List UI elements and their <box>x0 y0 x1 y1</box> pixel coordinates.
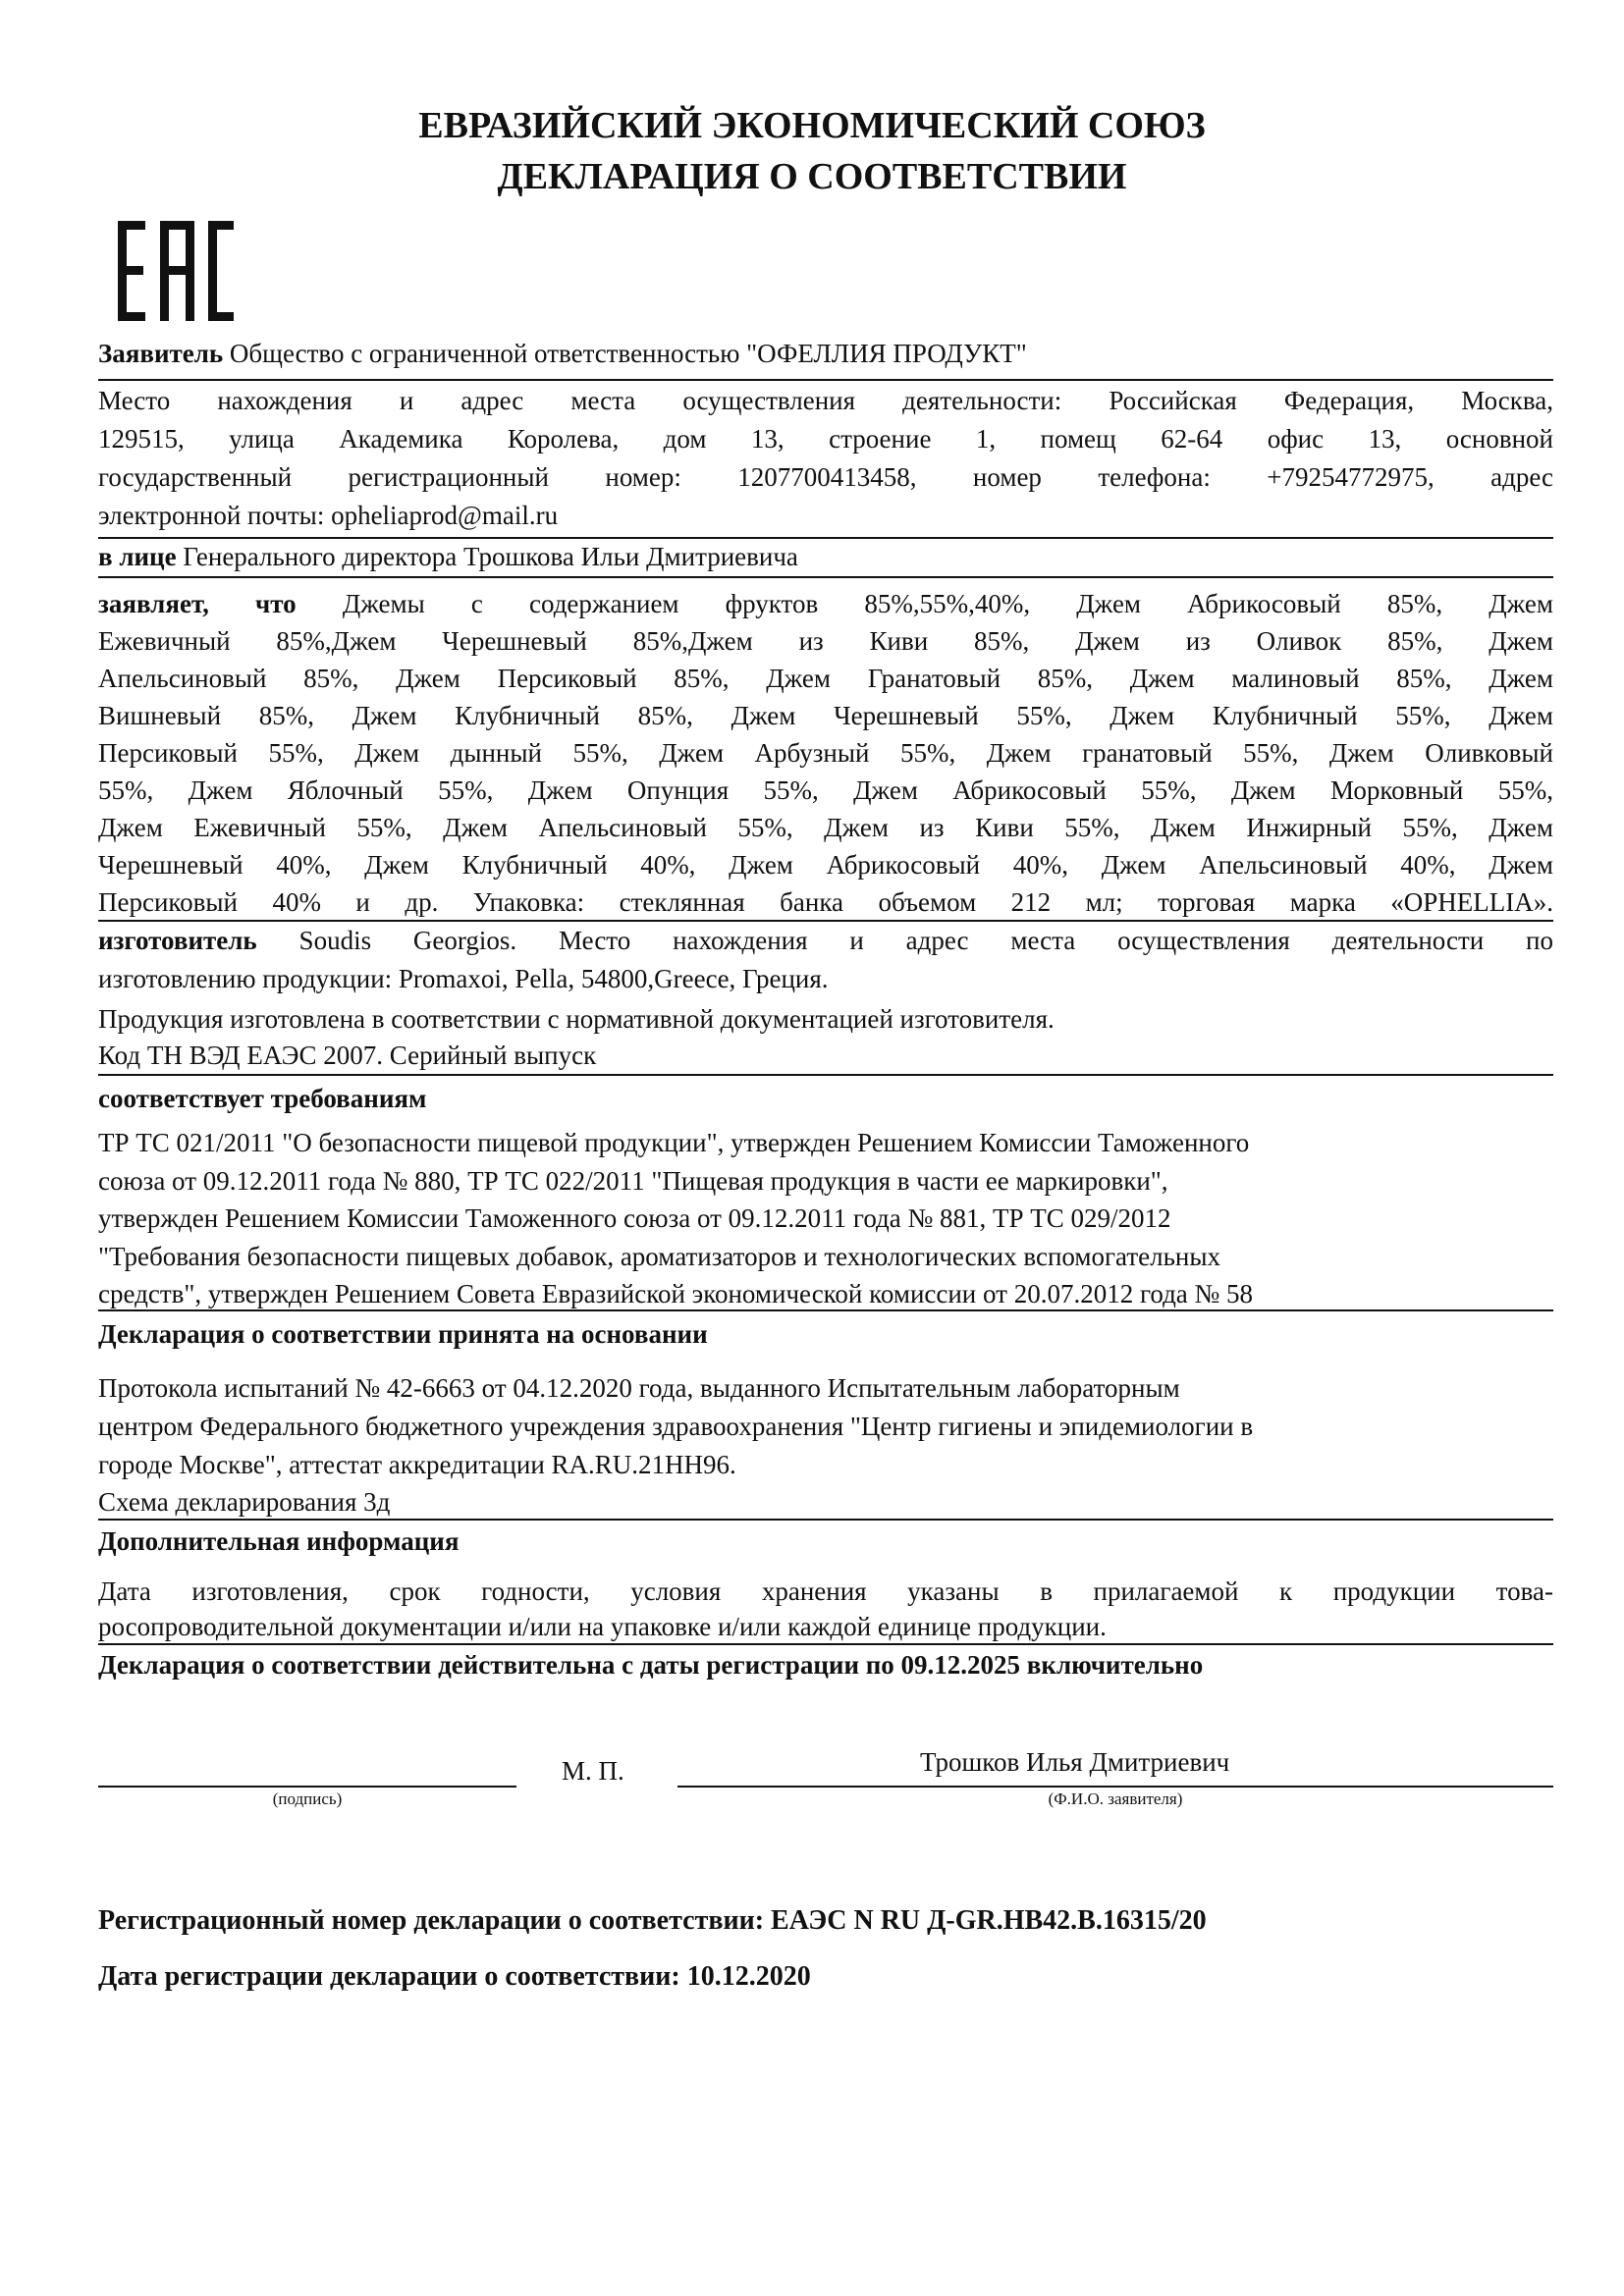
additional-line: Дата изготовления, срок годности, условия хранения указаны в прилагаемой к продукции това- <box>98 1576 1553 1606</box>
divider <box>98 576 1553 578</box>
stamp-label: М. П. <box>562 1756 624 1786</box>
registration-number: Регистрационный номер декларации о соответствии: ЕАЭС N RU Д-GR.НВ42.В.16315/20 <box>98 1905 1207 1936</box>
basis-line: Протокола испытаний № 42-6663 от 04.12.2020 года, выданного Испытательным лабораторным <box>98 1373 1180 1403</box>
declares-line: Персиковый 55%, Джем дынный 55%, Джем Арбузный 55%, Джем гранатовый 55%, Джем Оливковый <box>98 738 1553 768</box>
signature-line <box>98 1786 516 1788</box>
basis-line: центром Федерального бюджетного учреждения здравоохранения "Центр гигиены и эпидемиологии в <box>98 1412 1254 1441</box>
name-line <box>677 1786 1553 1788</box>
signature-caption: (подпись) <box>272 1789 343 1808</box>
requirements-line: "Требования безопасности пищевых добавок, ароматизаторов и технологических вспомогательных <box>98 1242 1220 1271</box>
declares-text: Джемы с содержанием фруктов 85%,55%,40%, Джем Абрикосовый 85%, Джем <box>342 589 1553 618</box>
document-title: ДЕКЛАРАЦИЯ О СООТВЕТСТВИИ <box>497 156 1127 197</box>
manufacturer-line: Продукция изготовлена в соответствии с нормативной документацией изготовителя. <box>98 1004 1055 1034</box>
requirements-line: союза от 09.12.2011 года № 880, ТР ТС 022/2011 "Пищевая продукция в части ее маркировки", <box>98 1166 1168 1196</box>
declares-line <box>98 585 1553 622</box>
validity-statement: Декларация о соответствии действительна с даты регистрации по 09.12.2025 включительно <box>98 1650 1204 1680</box>
applicant-value: Общество с ограниченной ответственностью "ОФЕЛЛИЯ ПРОДУКТ" <box>229 339 1027 368</box>
declares-line: Ежевичный 85%,Джем Черешневый 85%,Джем из Киви 85%, Джем из Оливок 85%, Джем <box>98 626 1553 656</box>
applicant-name: Трошков Илья Дмитриевич <box>920 1747 1230 1777</box>
name-caption: (Ф.И.О. заявителя) <box>1048 1789 1183 1808</box>
basis-line: городе Москве", аттестат аккредитации RA.RU.21HH96. <box>98 1450 736 1479</box>
representative-label: в лице <box>98 542 177 571</box>
declares-line: 55%, Джем Яблочный 55%, Джем Опунция 55%, Джем Абрикосовый 55%, Джем Морковный 55%, <box>98 775 1553 805</box>
declares-line: Вишневый 85%, Джем Клубничный 85%, Джем Черешневый 55%, Джем Клубничный 55%, Джем <box>98 701 1553 730</box>
manufacturer-label: изготовитель <box>98 926 257 955</box>
applicant-line <box>98 335 1027 372</box>
address-line: Место нахождения и адрес места осуществления деятельности: Российская Федерация, Москва, <box>98 386 1553 415</box>
representative-line <box>98 538 798 575</box>
manufacturer-line: Код ТН ВЭД ЕАЭС 2007. Серийный выпуск <box>98 1041 597 1070</box>
requirements-line: средств", утвержден Решением Совета Евразийской экономической комиссии от 20.07.2012 года № 58 <box>98 1279 1254 1308</box>
declares-line: Джем Ежевичный 55%, Джем Апельсиновый 55%, Джем из Киви 55%, Джем Инжирный 55%, Джем <box>98 813 1553 842</box>
address-line: электронной почты: opheliaprod@mail.ru <box>98 501 559 530</box>
basis-line: Схема декларирования 3д <box>98 1487 391 1517</box>
manufacturer-line <box>98 922 1553 959</box>
declares-label: заявляет, что <box>98 589 297 618</box>
manufacturer-line: изготовлению продукции: Promaxoi, Pella, 54800,Greece, Греция. <box>98 964 829 993</box>
declares-line: Апельсиновый 85%, Джем Персиковый 85%, Джем Гранатовый 85%, Джем малиновый 85%, Джем <box>98 664 1553 693</box>
representative-value: Генерального директора Трошкова Ильи Дмитриевича <box>183 542 798 571</box>
address-line: 129515, улица Академика Королева, дом 13, строение 1, помещ 62-64 офис 13, основной <box>98 424 1553 454</box>
additional-heading: Дополнительная информация <box>98 1526 460 1556</box>
address-line: государственный регистрационный номер: 1207700413458, номер телефона: +79254772975, адрес <box>98 462 1553 492</box>
manufacturer-text: Soudis Georgios. Место нахождения и адрес места осуществления деятельности по <box>298 926 1554 955</box>
requirements-line: ТР ТС 021/2011 "О безопасности пищевой продукции", утвержден Решением Комиссии Таможенного <box>98 1128 1250 1157</box>
requirements-line: утвержден Решением Комиссии Таможенного союза от 09.12.2011 года № 881, ТР ТС 029/2012 <box>98 1203 1171 1233</box>
declares-line: Черешневый 40%, Джем Клубничный 40%, Джем Абрикосовый 40%, Джем Апельсиновый 40%, Джем <box>98 850 1553 880</box>
registration-date: Дата регистрации декларации о соответствии: 10.12.2020 <box>98 1961 811 1992</box>
union-title: ЕВРАЗИЙСКИЙ ЭКОНОМИЧЕСКИЙ СОЮЗ <box>418 105 1206 146</box>
divider <box>98 1643 1553 1645</box>
divider <box>98 1309 1553 1311</box>
divider <box>98 1074 1553 1076</box>
declares-line: Персиковый 40% и др. Упаковка: стеклянная банка объемом 212 мл; торговая марка «OPHELLIA». <box>98 887 1553 917</box>
divider <box>98 1519 1553 1521</box>
eac-logo <box>118 221 234 321</box>
requirements-heading: соответствует требованиям <box>98 1084 427 1113</box>
applicant-label: Заявитель <box>98 339 224 368</box>
divider <box>98 379 1553 381</box>
basis-heading: Декларация о соответствии принята на основании <box>98 1319 708 1349</box>
additional-line: росопроводительной документации и/или на упаковке и/или каждой единице продукции. <box>98 1612 1107 1641</box>
